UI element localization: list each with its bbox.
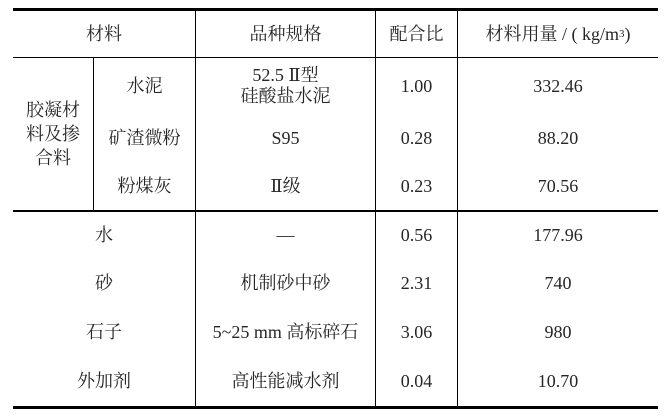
spec-cell: 高性能减水剂 [195, 357, 375, 406]
group-label-cell [13, 58, 93, 210]
header-material-cell: 材料 [13, 11, 195, 58]
spec-line-1: 52.5 Ⅱ型 [252, 65, 319, 85]
spec-two-line-text [241, 65, 331, 107]
spec-cell [195, 58, 375, 114]
spec-cell: — [195, 210, 375, 259]
spec-cell: S95 [195, 114, 375, 162]
usage-unit-prefix: 材料用量 / ( kg/m [485, 23, 619, 44]
material-cell: 外加剂 [77, 371, 131, 391]
usage-cell: 70.56 [457, 162, 658, 210]
usage-cell: 332.46 [457, 58, 658, 114]
usage-cell: 10.70 [457, 357, 658, 406]
group-label-text: 胶凝材料及掺合料 [26, 100, 80, 168]
ratio-cell: 1.00 [375, 58, 457, 114]
spec-cell: 5~25 mm 高标碎石 [195, 308, 375, 357]
material-cell: 砂 [95, 273, 113, 293]
ratio-cell: 0.56 [375, 210, 457, 259]
header-ratio-cell: 配合比 [375, 11, 457, 58]
header-usage-cell: 材料用量 / ( kg/m 3 ) [457, 11, 658, 58]
ratio-cell: 2.31 [375, 259, 457, 308]
usage-unit-suffix: ) [624, 23, 631, 44]
ratio-cell: 0.04 [375, 357, 457, 406]
mix-proportion-table [13, 8, 658, 409]
ratio-cell: 0.23 [375, 162, 457, 210]
usage-cell: 980 [457, 308, 658, 357]
header-spec-cell: 品种规格 [195, 11, 375, 58]
material-cell: 粉煤灰 [93, 162, 195, 210]
spec-line-2: 硅酸盐水泥 [240, 86, 331, 106]
usage-cell: 740 [457, 259, 658, 308]
spec-cell: 机制砂中砂 [195, 259, 375, 308]
material-cell: 矿渣微粉 [93, 114, 195, 162]
usage-cell: 88.20 [457, 114, 658, 162]
spec-cell: Ⅱ级 [195, 162, 375, 210]
ratio-cell: 0.28 [375, 114, 457, 162]
ratio-cell: 3.06 [375, 308, 457, 357]
material-cell: 水泥 [93, 58, 195, 114]
usage-cell: 177.96 [457, 210, 658, 259]
material-cell: 石子 [86, 322, 122, 342]
material-cell: 水 [13, 210, 195, 259]
